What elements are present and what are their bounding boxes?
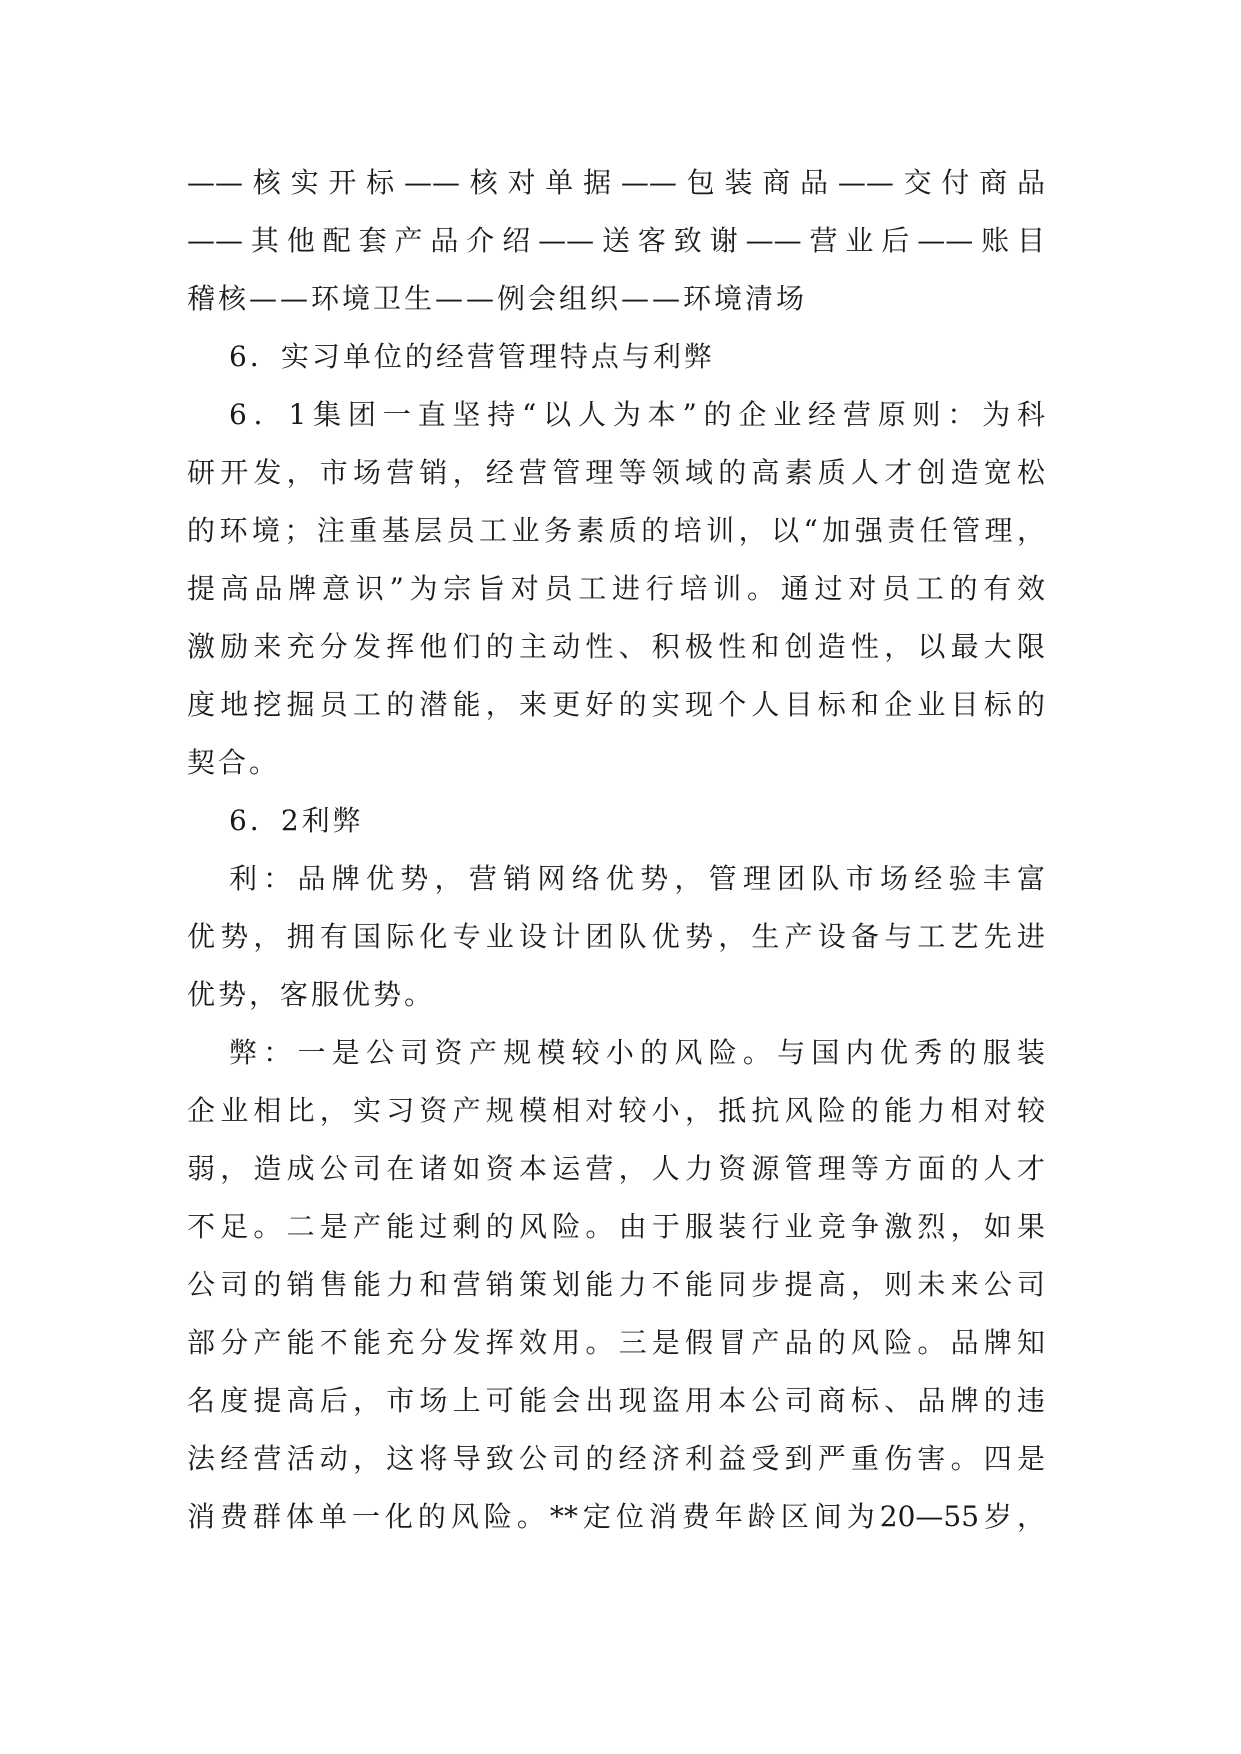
text-line: 名度提高后，市场上可能会出现盗用本公司商标、品牌的违 <box>187 1384 1045 1417</box>
text-line: 优势，拥有国际化专业设计团队优势，生产设备与工艺先进 <box>187 920 1045 953</box>
subsection-heading <box>187 792 1045 850</box>
text-line: 研开发，市场营销，经营管理等领域的高素质人才创造宽松 <box>187 456 1045 489</box>
text-line: 弊：一是公司资产规模较小的风险。与国内优秀的服装 <box>229 1036 1045 1069</box>
text-line: ——核实开标——核对单据——包装商品——交付商品 <box>187 166 1045 199</box>
text-line: 的环境；注重基层员工业务素质的培训，以“加强责任管理， <box>187 514 1045 547</box>
section-heading <box>187 328 1045 386</box>
text-line: 稽核——环境卫生——例会组织——环境清场 <box>187 282 808 315</box>
text-line: 公司的销售能力和营销策划能力不能同步提高，则未来公司 <box>187 1268 1045 1301</box>
text-line: 契合。 <box>187 746 281 779</box>
text-line: 弱，造成公司在诸如资本运营，人力资源管理等方面的人才 <box>187 1152 1045 1185</box>
paragraph-process-flow <box>187 154 1045 328</box>
paragraph-disadvantages <box>187 1024 1045 1546</box>
text-line: 部分产能不能充分发挥效用。三是假冒产品的风险。品牌知 <box>187 1326 1045 1359</box>
paragraph-advantages <box>187 850 1045 1024</box>
text-line: 6．1集团一直坚持“以人为本”的企业经营原则：为科 <box>229 398 1045 431</box>
text-line: 优势，客服优势。 <box>187 978 436 1011</box>
text-line: 利：品牌优势，营销网络优势，管理团队市场经验丰富 <box>229 862 1045 895</box>
paragraph-6-1 <box>187 386 1045 792</box>
text-line: 法经营活动，这将导致公司的经济利益受到严重伤害。四是 <box>187 1442 1045 1475</box>
text-line: 企业相比，实习资产规模相对较小，抵抗风险的能力相对较 <box>187 1094 1045 1127</box>
heading-line: 6．2利弊 <box>229 804 364 837</box>
document-body <box>187 154 1045 1546</box>
text-line: 消费群体单一化的风险。**定位消费年龄区间为20—55岁， <box>187 1500 1045 1533</box>
text-line: 激励来充分发挥他们的主动性、积极性和创造性，以最大限 <box>187 630 1045 663</box>
text-line: 提高品牌意识”为宗旨对员工进行培训。通过对员工的有效 <box>187 572 1045 605</box>
text-line: 度地挖掘员工的潜能，来更好的实现个人目标和企业目标的 <box>187 688 1045 721</box>
text-line: 不足。二是产能过剩的风险。由于服装行业竞争激烈，如果 <box>187 1210 1045 1243</box>
heading-line: 6．实习单位的经营管理特点与利弊 <box>229 340 715 373</box>
text-line: ——其他配套产品介绍——送客致谢——营业后——账目 <box>187 224 1045 257</box>
